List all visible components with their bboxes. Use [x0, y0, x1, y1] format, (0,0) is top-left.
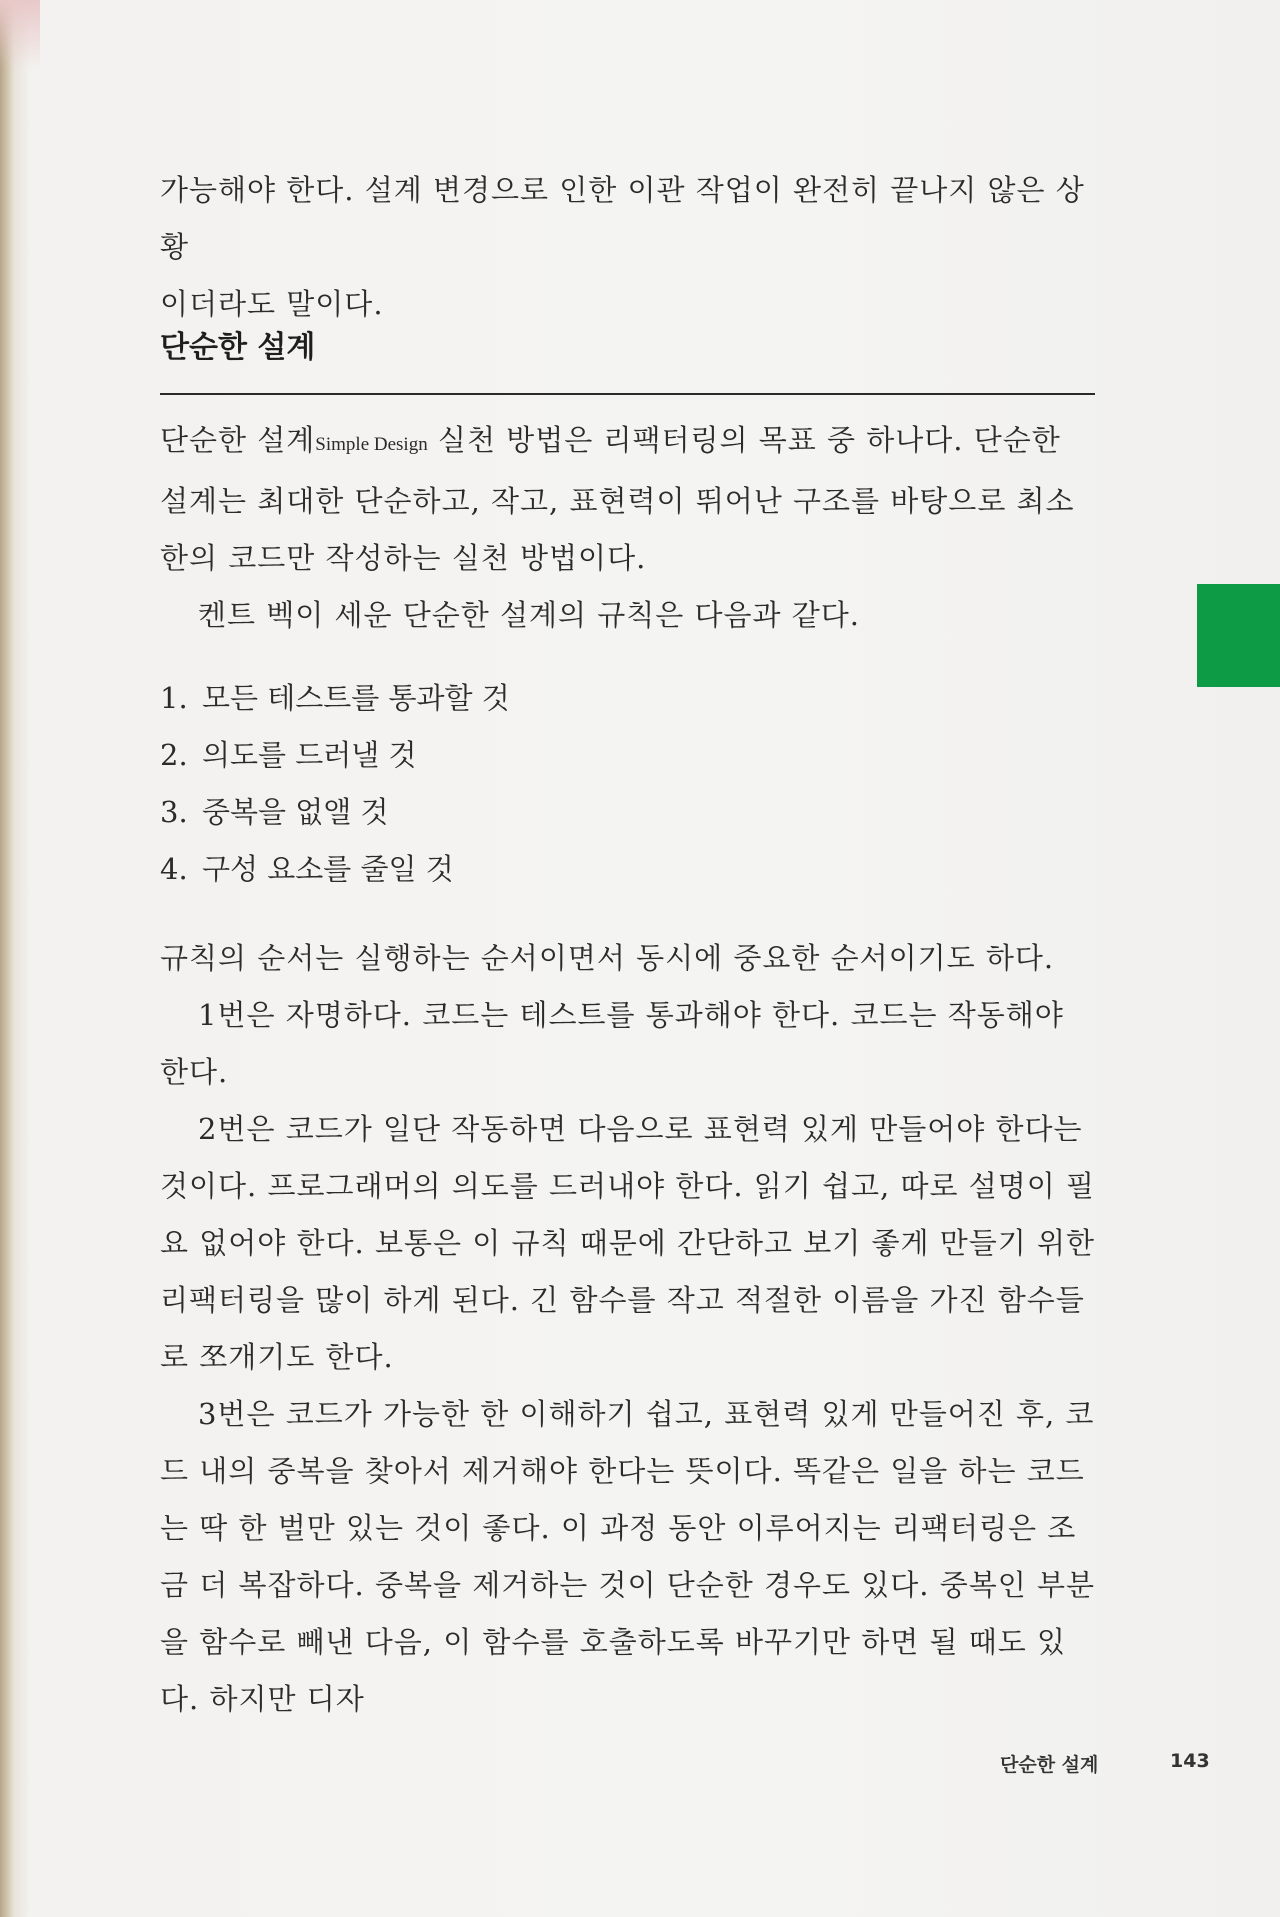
- list-text: 중복을 없앨 것: [202, 795, 389, 829]
- list-item: [160, 670, 510, 727]
- list-number: 2.: [160, 738, 188, 772]
- rules-intro: 켄트 벡이 세운 단순한 설계의 규칙은 다음과 같다.: [198, 598, 861, 632]
- page-edge-shadow: [0, 0, 40, 70]
- body-text: [160, 930, 1095, 1728]
- page-number: 143: [1170, 1750, 1210, 1772]
- list-text: 구성 요소를 줄일 것: [202, 852, 454, 886]
- list-item: [160, 784, 510, 841]
- list-number: 1.: [160, 681, 188, 715]
- definition-text: 실천 방법은 리팩터링의 목표 중 하나다. 단순한 설계는 최대한 단순하고, 작고, 표현력이 뛰어난 구조를 바탕으로 최소한의 코드만 작성하는 실천 방법이다.: [160, 423, 1075, 575]
- rule1-paragraph: 1번은 자명하다. 코드는 테스트를 통과해야 한다. 코드는 작동해야 한다.: [160, 998, 1064, 1089]
- definition-term-english: Simple Design: [315, 434, 428, 455]
- list-item: [160, 727, 510, 784]
- intro-line: 가능해야 한다. 설계 변경으로 인한 이관 작업이 완전히 끝나지 않은 상황: [160, 173, 1085, 264]
- chapter-tab: [1197, 584, 1280, 687]
- list-item: [160, 841, 510, 898]
- list-number: 4.: [160, 852, 188, 886]
- intro-paragraph: [160, 162, 1095, 333]
- rule2-paragraph: 2번은 코드가 일단 작동하면 다음으로 표현력 있게 만들어야 한다는 것이다. 프로그래머의 의도를 드러내야 한다. 읽기 쉽고, 따로 설명이 필요 없어야 한다. 보통은 이 규칙 때문에 간단하고 보기 좋게 만들기 위한 리팩터링을 많이 하게 된다. 긴 함수를 작고 적절한 이름을 가진 함수들로 쪼개기도 한다.: [160, 1112, 1096, 1374]
- intro-line: 이더라도 말이다.: [160, 287, 384, 321]
- list-text: 모든 테스트를 통과할 것: [202, 681, 510, 715]
- section-heading: 단순한 설계: [160, 330, 316, 365]
- rules-list: [160, 670, 510, 898]
- definition-paragraph: [160, 412, 1095, 644]
- footer-section-title: 단순한 설계: [1000, 1754, 1099, 1776]
- list-number: 3.: [160, 795, 188, 829]
- order-paragraph: 규칙의 순서는 실행하는 순서이면서 동시에 중요한 순서이기도 하다.: [160, 941, 1055, 975]
- heading-rule: [160, 393, 1095, 395]
- rule3-paragraph: 3번은 코드가 가능한 한 이해하기 쉽고, 표현력 있게 만들어진 후, 코드 내의 중복을 찾아서 제거해야 한다는 뜻이다. 똑같은 일을 하는 코드는 딱 한 벌만 있는 것이 좋다. 이 과정 동안 이루어지는 리팩터링은 조금 더 복잡하다. 중복을 제거하는 것이 단순한 경우도 있다. 중복인 부분을 함수로 빼낸 다음, 이 함수를 호출하도록 바꾸기만 하면 될 때도 있다. 하지만 디자: [160, 1397, 1096, 1716]
- list-text: 의도를 드러낼 것: [202, 738, 417, 772]
- definition-term: 단순한 설계: [160, 423, 316, 457]
